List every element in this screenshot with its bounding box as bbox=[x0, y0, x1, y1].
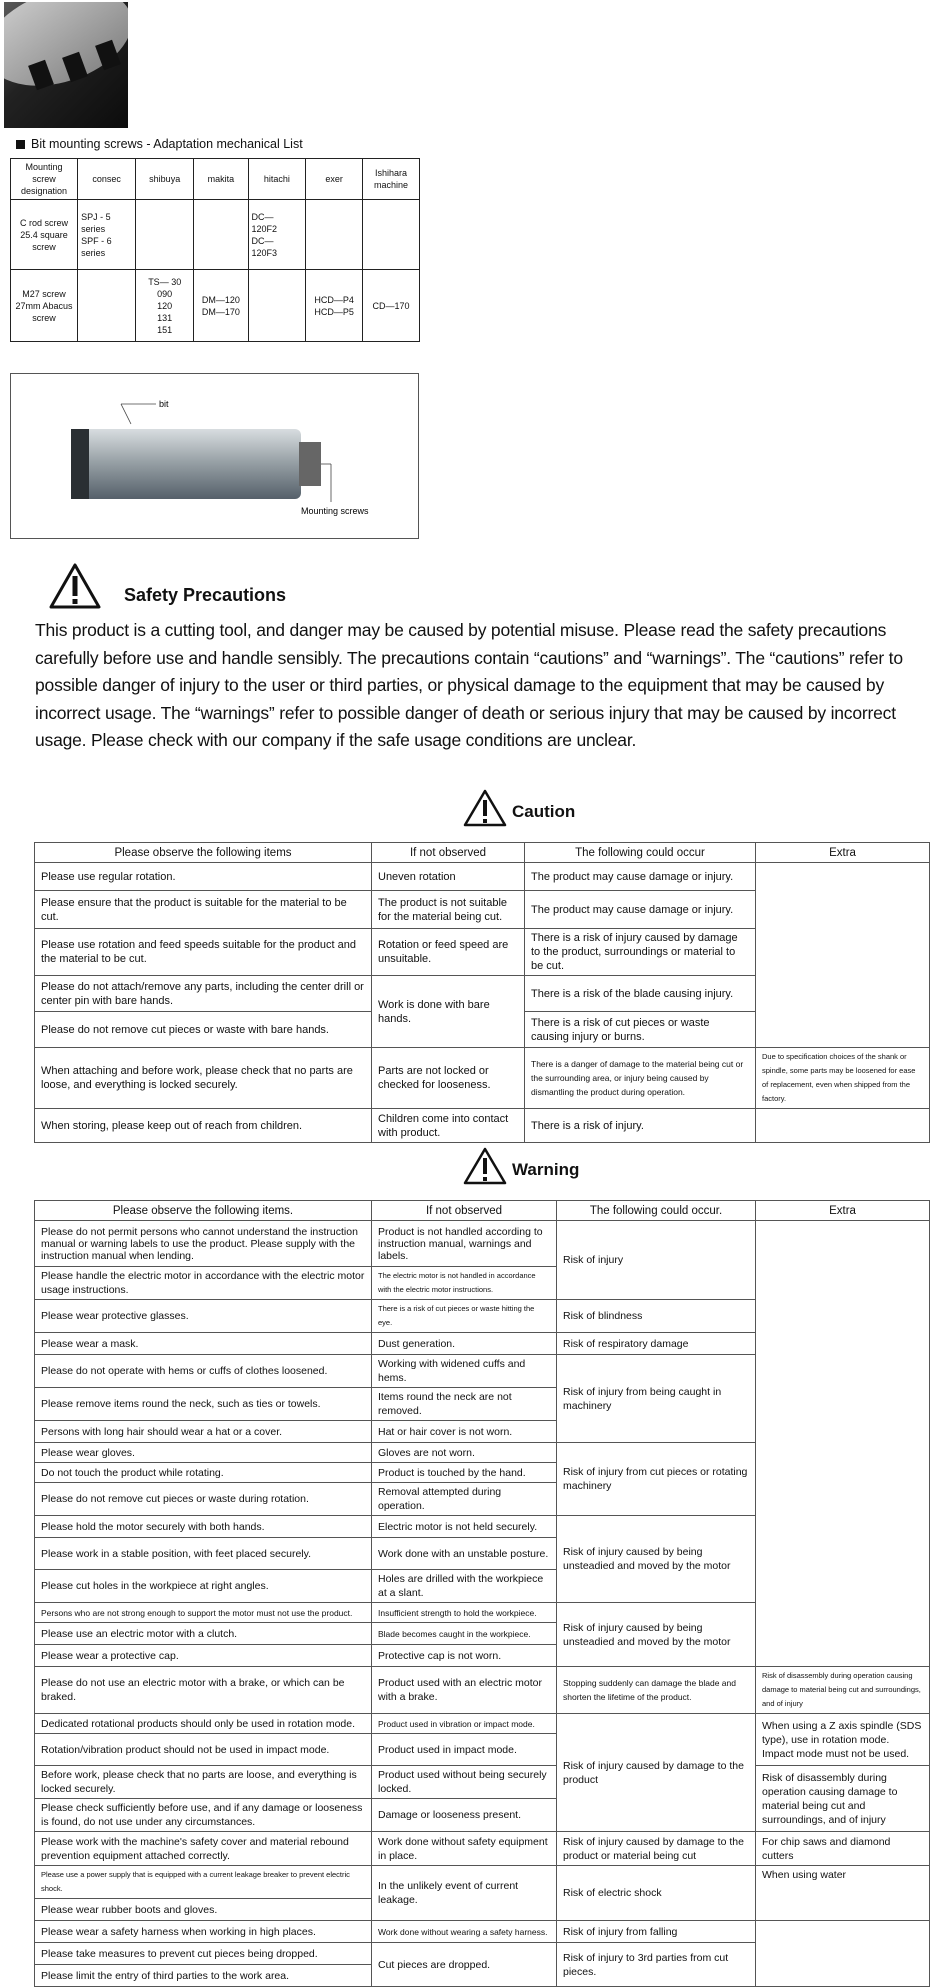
table-cell: Work done without wearing a safety harness. bbox=[372, 1921, 557, 1943]
table-cell: M27 screw 27mm Abacus screw bbox=[11, 270, 78, 342]
col-header: consec bbox=[78, 159, 136, 200]
table-cell: Please handle the electric motor in accordance with the electric motor usage instructions. bbox=[35, 1267, 372, 1300]
table-cell: Stopping suddenly can damage the blade and shorten the lifetime of the product. bbox=[557, 1667, 756, 1714]
table-cell: Please wear rubber boots and gloves. bbox=[35, 1899, 372, 1921]
table-cell: Please wear a protective cap. bbox=[35, 1645, 372, 1667]
table-cell: Persons with long hair should wear a hat or a cover. bbox=[35, 1421, 372, 1443]
col-header: hitachi bbox=[248, 159, 306, 200]
table-cell: CD—170 bbox=[363, 270, 420, 342]
table-cell: Due to specification choices of the shank or spindle, some parts may be loosened for ease of replacement, even when shipped from the factory. bbox=[756, 1048, 930, 1109]
table-cell: Please wear gloves. bbox=[35, 1443, 372, 1463]
table-cell: Persons who are not strong enough to support the motor must not use the product. bbox=[35, 1603, 372, 1623]
table-cell: Please work with the machine's safety cover and material rebound prevention equipment attached correctly. bbox=[35, 1832, 372, 1866]
warning-table bbox=[34, 1200, 930, 1987]
bit-diagram-svg bbox=[11, 374, 418, 538]
table-cell: Items round the neck are not removed. bbox=[372, 1388, 557, 1421]
table-cell: Please use rotation and feed speeds suitable for the product and the material to be cut. bbox=[35, 929, 372, 976]
table-cell: Holes are drilled with the workpiece at a slant. bbox=[372, 1570, 557, 1603]
table-cell bbox=[756, 1109, 930, 1143]
col-header: Extra bbox=[756, 843, 930, 863]
table-cell: Please use regular rotation. bbox=[35, 863, 372, 891]
caution-title: Caution bbox=[512, 802, 576, 821]
table-cell: DM—120 DM—170 bbox=[194, 270, 248, 342]
table-cell: Risk of injury from being caught in machinery bbox=[557, 1355, 756, 1443]
col-header: Please observe the following items. bbox=[35, 1201, 372, 1221]
table-cell: Risk of injury caused by being unsteadied and moved by the motor bbox=[557, 1516, 756, 1603]
table-cell: Please wear a mask. bbox=[35, 1333, 372, 1355]
col-header: makita bbox=[194, 159, 248, 200]
table-cell: Working with widened cuffs and hems. bbox=[372, 1355, 557, 1388]
table-cell bbox=[136, 200, 194, 270]
table-cell: Product used without being securely locked. bbox=[372, 1766, 557, 1799]
table-cell: There is a danger of damage to the material being cut or the surrounding area, or injury being caused by dismantling the product during operation. bbox=[525, 1048, 756, 1109]
table-cell bbox=[194, 200, 248, 270]
table-cell: Product used in vibration or impact mode. bbox=[372, 1714, 557, 1734]
table-cell: When using water bbox=[756, 1866, 930, 1921]
table-cell bbox=[756, 1221, 930, 1667]
table-cell: Before work, please check that no parts are loose, and everything is locked securely. bbox=[35, 1766, 372, 1799]
table-cell: Please do not operate with hems or cuffs of clothes loosened. bbox=[35, 1355, 372, 1388]
table-cell: Please do not permit persons who cannot understand the instruction manual or warning labels to use the product. Please supply with the instruction manual when lending. bbox=[35, 1221, 372, 1267]
table-cell: Hat or hair cover is not worn. bbox=[372, 1421, 557, 1443]
table-cell: Please remove items round the neck, such as ties or towels. bbox=[35, 1388, 372, 1421]
table-cell: When storing, please keep out of reach from children. bbox=[35, 1109, 372, 1143]
table-cell bbox=[306, 200, 363, 270]
safety-paragraph: This product is a cutting tool, and danger may be caused by potential misuse. Please read the safety precautions carefully before use and handle sensibly. The precautions contain “cautions” and “warnings”. The “cautions” refer to possible danger of injury to the user or third parties, or physical damage to the equipment that may be caused by incorrect usage. The “warnings” refer to possible danger of death or serious injury that may be caused by incorrect usage. Please check with our company if the safe usage conditions are unclear. bbox=[35, 620, 903, 750]
table-cell: Work is done with bare hands. bbox=[372, 976, 525, 1048]
col-header: Extra bbox=[756, 1201, 930, 1221]
table-cell: Please use a power supply that is equipped with a current leakage breaker to prevent electric shock. bbox=[35, 1866, 372, 1899]
table-cell: Please do not remove cut pieces or waste with bare hands. bbox=[35, 1012, 372, 1048]
screws-label: Mounting screws bbox=[301, 506, 369, 516]
col-header: Mounting screw designation bbox=[11, 159, 78, 200]
table-cell: Please take measures to prevent cut pieces being dropped. bbox=[35, 1943, 372, 1965]
table-cell: Risk of injury bbox=[557, 1221, 756, 1300]
table-cell: There is a risk of injury. bbox=[525, 1109, 756, 1143]
table-cell: Rotation/vibration product should not be used in impact mode. bbox=[35, 1734, 372, 1766]
product-photo bbox=[4, 2, 128, 128]
table-cell: Please cut holes in the workpiece at right angles. bbox=[35, 1570, 372, 1603]
table-cell: There is a risk of cut pieces or waste hitting the eye. bbox=[372, 1300, 557, 1333]
caution-triangle-icon bbox=[462, 788, 508, 828]
warning-triangle-icon bbox=[462, 1146, 508, 1186]
table-cell: Rotation or feed speed are unsuitable. bbox=[372, 929, 525, 976]
safety-title: Safety Precautions bbox=[124, 585, 287, 605]
table-cell: DC— 120F2 DC— 120F3 bbox=[248, 200, 306, 270]
table-cell: Product is not handled according to instruction manual, warnings and labels. bbox=[372, 1221, 557, 1267]
bit-diagram bbox=[10, 373, 419, 539]
table-cell: Cut pieces are dropped. bbox=[372, 1943, 557, 1987]
mount-table bbox=[10, 158, 420, 342]
mount-list-heading bbox=[16, 137, 303, 151]
table-cell: Risk of injury from cut pieces or rotating machinery bbox=[557, 1443, 756, 1516]
mount-list-title: Bit mounting screws - Adaptation mechanical List bbox=[31, 137, 303, 151]
table-cell: Please wear a safety harness when working in high places. bbox=[35, 1921, 372, 1943]
table-cell: For chip saws and diamond cutters bbox=[756, 1832, 930, 1866]
warning-triangle-icon bbox=[48, 562, 102, 610]
table-cell: TS— 30 090 120 131 151 bbox=[136, 270, 194, 342]
table-cell: Electric motor is not held securely. bbox=[372, 1516, 557, 1538]
table-cell: Please do not remove cut pieces or waste during rotation. bbox=[35, 1483, 372, 1516]
bullet-square-icon bbox=[16, 140, 25, 149]
table-cell: Damage or looseness present. bbox=[372, 1799, 557, 1832]
table-cell bbox=[756, 863, 930, 1048]
table-cell: Risk of electric shock bbox=[557, 1866, 756, 1921]
table-cell: Blade becomes caught in the workpiece. bbox=[372, 1623, 557, 1645]
table-cell: The product may cause damage or injury. bbox=[525, 863, 756, 891]
table-cell: Risk of respiratory damage bbox=[557, 1333, 756, 1355]
table-cell: Parts are not locked or checked for looseness. bbox=[372, 1048, 525, 1109]
table-cell: When using a Z axis spindle (SDS type), use in rotation mode. Impact mode must not be used. bbox=[756, 1714, 930, 1766]
bit-segment bbox=[71, 429, 89, 499]
col-header: Please observe the following items bbox=[35, 843, 372, 863]
caution-table bbox=[34, 842, 930, 1143]
table-cell: Risk of disassembly during operation causing damage to material being cut and surroundings, and of injury bbox=[756, 1766, 930, 1832]
col-header: If not observed bbox=[372, 1201, 557, 1221]
table-cell: Risk of injury caused by damage to the product or material being cut bbox=[557, 1832, 756, 1866]
table-cell: Product is touched by the hand. bbox=[372, 1463, 557, 1483]
table-cell: In the unlikely event of current leakage. bbox=[372, 1866, 557, 1921]
table-cell bbox=[78, 270, 136, 342]
table-cell bbox=[248, 270, 306, 342]
table-cell: The electric motor is not handled in accordance with the electric motor instructions. bbox=[372, 1267, 557, 1300]
table-cell: Work done without safety equipment in place. bbox=[372, 1832, 557, 1866]
table-cell: Gloves are not worn. bbox=[372, 1443, 557, 1463]
table-cell: SPJ - 5 series SPF - 6 series bbox=[78, 200, 136, 270]
table-cell: Please limit the entry of third parties to the work area. bbox=[35, 1965, 372, 1987]
table-cell: Risk of injury to 3rd parties from cut pieces. bbox=[557, 1943, 756, 1987]
table-cell: Product used in impact mode. bbox=[372, 1734, 557, 1766]
table-cell: HCD—P4 HCD—P5 bbox=[306, 270, 363, 342]
warning-title: Warning bbox=[512, 1160, 580, 1179]
table-cell: There is a risk of the blade causing injury. bbox=[525, 976, 756, 1012]
table-cell: Do not touch the product while rotating. bbox=[35, 1463, 372, 1483]
mounting-screw-shank bbox=[299, 442, 321, 486]
table-cell: Insufficient strength to hold the workpiece. bbox=[372, 1603, 557, 1623]
table-cell: Product used with an electric motor with a brake. bbox=[372, 1667, 557, 1714]
table-cell: Risk of injury from falling bbox=[557, 1921, 756, 1943]
col-header: Ishihara machine bbox=[363, 159, 420, 200]
col-header: If not observed bbox=[372, 843, 525, 863]
table-cell: Risk of injury caused by damage to the product bbox=[557, 1714, 756, 1832]
table-cell: Risk of disassembly during operation causing damage to material being cut and surroundings, and of injury bbox=[756, 1667, 930, 1714]
table-cell: Protective cap is not worn. bbox=[372, 1645, 557, 1667]
table-cell: Uneven rotation bbox=[372, 863, 525, 891]
table-cell: Work done with an unstable posture. bbox=[372, 1538, 557, 1570]
table-cell: When attaching and before work, please check that no parts are loose, and everything is locked securely. bbox=[35, 1048, 372, 1109]
table-cell: The product may cause damage or injury. bbox=[525, 891, 756, 929]
table-cell: Please ensure that the product is suitable for the material to be cut. bbox=[35, 891, 372, 929]
col-header: exer bbox=[306, 159, 363, 200]
table-cell: C rod screw 25.4 square screw bbox=[11, 200, 78, 270]
table-cell: Please hold the motor securely with both hands. bbox=[35, 1516, 372, 1538]
table-cell bbox=[363, 200, 420, 270]
table-cell: Please use an electric motor with a clutch. bbox=[35, 1623, 372, 1645]
table-cell: Please do not attach/remove any parts, including the center drill or center pin with bare hands. bbox=[35, 976, 372, 1012]
col-header: The following could occur. bbox=[557, 1201, 756, 1221]
bit-label: bit bbox=[159, 399, 169, 409]
table-cell: Removal attempted during operation. bbox=[372, 1483, 557, 1516]
table-cell: Please work in a stable position, with feet placed securely. bbox=[35, 1538, 372, 1570]
table-cell bbox=[756, 1921, 930, 1987]
bit-body bbox=[76, 429, 301, 499]
table-cell: Dedicated rotational products should only be used in rotation mode. bbox=[35, 1714, 372, 1734]
table-cell: Please wear protective glasses. bbox=[35, 1300, 372, 1333]
table-cell: There is a risk of injury caused by damage to the product, surroundings or material to be cut. bbox=[525, 929, 756, 976]
table-cell: Risk of blindness bbox=[557, 1300, 756, 1333]
table-cell: Please do not use an electric motor with a brake, or which can be braked. bbox=[35, 1667, 372, 1714]
table-cell: There is a risk of cut pieces or waste causing injury or burns. bbox=[525, 1012, 756, 1048]
table-cell: The product is not suitable for the material being cut. bbox=[372, 891, 525, 929]
col-header: The following could occur bbox=[525, 843, 756, 863]
table-cell: Children come into contact with product. bbox=[372, 1109, 525, 1143]
table-cell: Dust generation. bbox=[372, 1333, 557, 1355]
table-cell: Please check sufficiently before use, and if any damage or looseness is found, do not use under any circumstances. bbox=[35, 1799, 372, 1832]
col-header: shibuya bbox=[136, 159, 194, 200]
table-cell: Risk of injury caused by being unsteadied and moved by the motor bbox=[557, 1603, 756, 1667]
